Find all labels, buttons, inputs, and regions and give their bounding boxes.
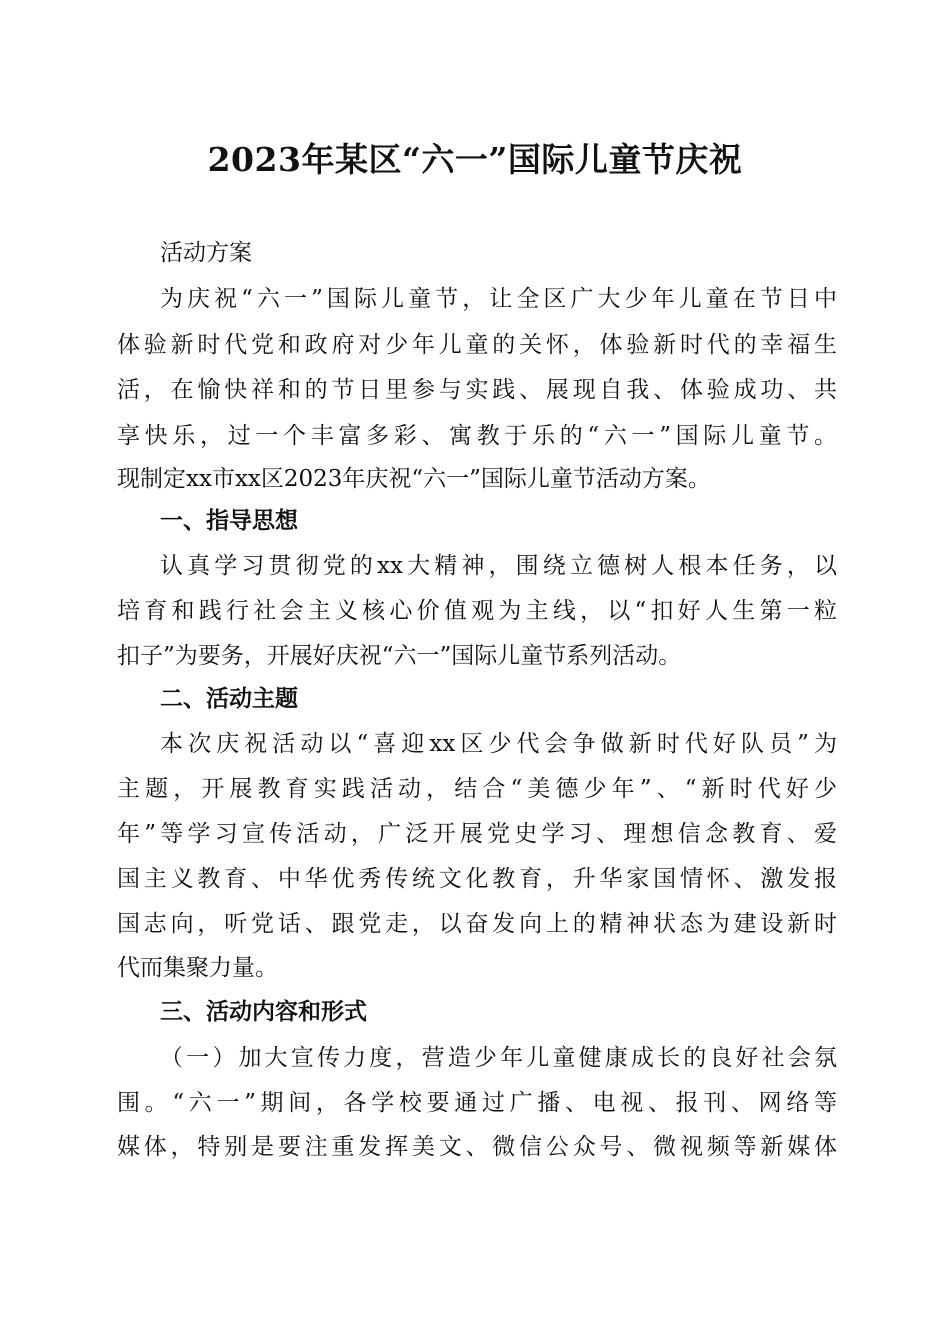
section-heading-guiding-ideology: 一、指导思想 bbox=[160, 508, 298, 534]
section-heading-activity-theme: 二、活动主题 bbox=[160, 686, 298, 712]
section-paragraph-line: 本次庆祝活动以“喜迎xx区少代会争做新时代好队员”为 bbox=[160, 731, 837, 757]
section-paragraph-line: 媒体，特别是要注重发挥美文、微信公众号、微视频等新媒体 bbox=[117, 1134, 837, 1160]
section-paragraph-line: 培育和践行社会主义核心价值观为主线，以“扣好人生第一粒 bbox=[117, 598, 837, 624]
section-heading-activity-content: 三、活动内容和形式 bbox=[160, 999, 367, 1025]
intro-line: 现制定xx市xx区2023年庆祝“六一”国际儿童节活动方案。 bbox=[117, 466, 711, 492]
intro-line: 享快乐，过一个丰富多彩、寓教于乐的“六一”国际儿童节。 bbox=[117, 423, 837, 449]
section-paragraph-line: 代而集聚力量。 bbox=[117, 955, 278, 981]
document-subtitle: 活动方案 bbox=[160, 240, 252, 266]
section-paragraph-line: （一）加大宣传力度，营造少年儿童健康成长的良好社会氛 bbox=[160, 1045, 837, 1071]
intro-line: 体验新时代党和政府对少年儿童的关怀，体验新时代的幸福生 bbox=[117, 332, 837, 358]
document-title: 2023年某区“六一”国际儿童节庆祝 bbox=[207, 140, 743, 179]
section-paragraph-line: 扣子”为要务，开展好庆祝“六一”国际儿童节系列活动。 bbox=[117, 643, 682, 669]
section-paragraph-line: 围。“六一”期间，各学校要通过广播、电视、报刊、网络等 bbox=[117, 1090, 837, 1116]
section-paragraph-line: 主题，开展教育实践活动，结合“美德少年”、“新时代好少 bbox=[117, 776, 837, 802]
section-paragraph-line: 认真学习贯彻党的xx大精神，围绕立德树人根本任务，以 bbox=[160, 553, 837, 579]
section-paragraph-line: 年”等学习宣传活动，广泛开展党史学习、理想信念教育、爱 bbox=[117, 821, 837, 847]
intro-line: 活，在愉快祥和的节日里参与实践、展现自我、体验成功、共 bbox=[117, 377, 837, 403]
section-paragraph-line: 国主义教育、中华优秀传统文化教育，升华家国情怀、激发报 bbox=[117, 866, 837, 892]
intro-line: 为庆祝“六一”国际儿童节，让全区广大少年儿童在节日中 bbox=[160, 286, 837, 312]
section-paragraph-line: 国志向，听党话、跟党走，以奋发向上的精神状态为建设新时 bbox=[117, 911, 837, 937]
